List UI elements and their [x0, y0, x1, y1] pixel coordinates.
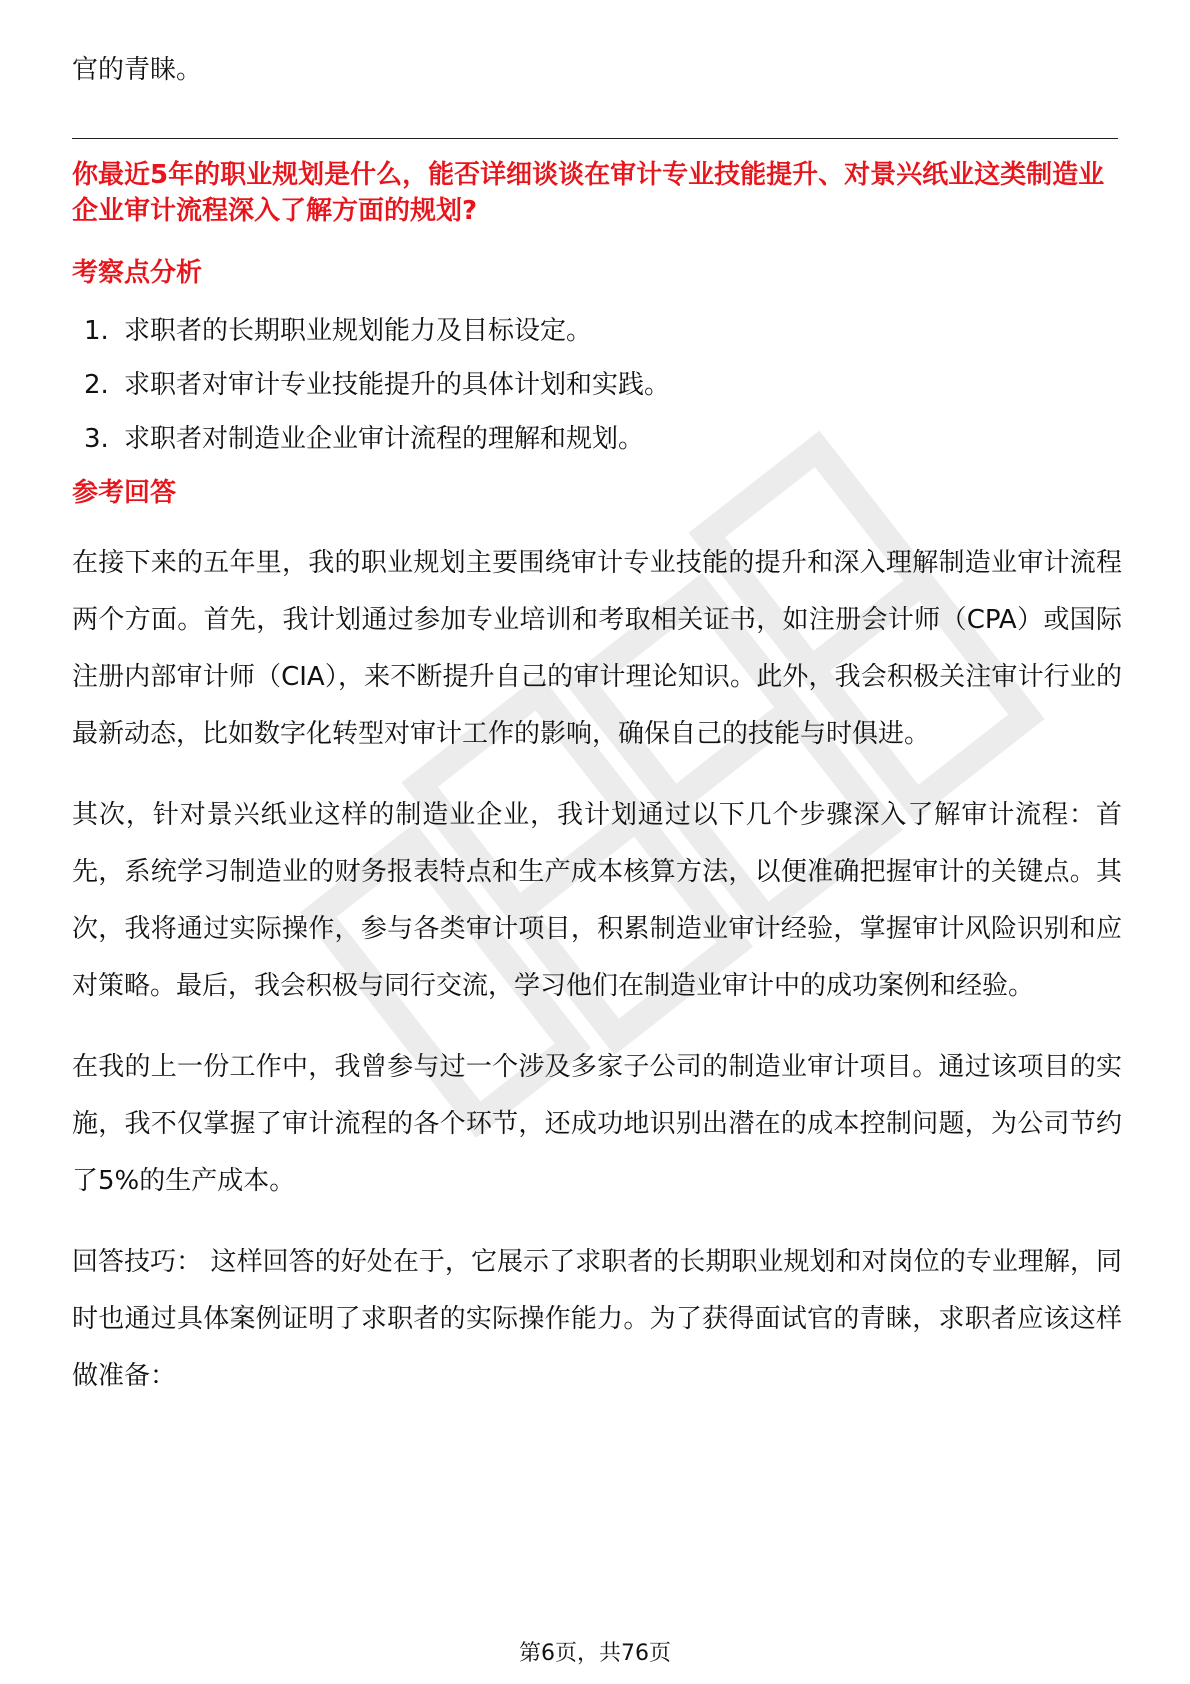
main-content	[72, 50, 1122, 1405]
list-item-number: 2.	[84, 370, 109, 400]
answer-tips-paragraph: 回答技巧： 这样回答的好处在于，它展示了求职者的长期职业规划和对岗位的专业理解，同时也通过具体案例证明了求职者的实际操作能力。为了获得面试官的青睐，求职者应该这样做准备：	[72, 1247, 1122, 1391]
carry-over-text: 官的青睐。	[72, 55, 203, 85]
list-item	[72, 367, 1122, 403]
list-item-text: 求职者对制造业企业审计流程的理解和规划。	[124, 424, 645, 454]
list-item	[72, 313, 1122, 349]
list-item-text: 求职者的长期职业规划能力及目标设定。	[124, 316, 593, 346]
list-item-number: 3.	[84, 424, 109, 454]
answer-heading: 参考回答	[72, 478, 177, 508]
page-number-footer: 第6页，共76页	[519, 1641, 671, 1666]
list-item	[72, 421, 1122, 457]
answer-paragraph: 其次，针对景兴纸业这样的制造业企业，我计划通过以下几个步骤深入了解审计流程：首先，系统学习制造业的财务报表特点和生产成本核算方法，以便准确把握审计的关键点。其次，我将通过实际操作，参与各类审计项目，积累制造业审计经验，掌握审计风险识别和应对策略。最后，我会积极与同行交流，学习他们在制造业审计中的成功案例和经验。	[72, 800, 1122, 1001]
list-item-number: 1.	[84, 316, 109, 346]
question-title: 你最近5年的职业规划是什么，能否详细谈谈在审计专业技能提升、对景兴纸业这类制造业企业审计流程深入了解方面的规划?	[72, 160, 1105, 226]
answer-paragraph: 在我的上一份工作中，我曾参与过一个涉及多家子公司的制造业审计项目。通过该项目的实施，我不仅掌握了审计流程的各个环节，还成功地识别出潜在的成本控制问题，为公司节约了5%的生产成本。	[72, 1052, 1122, 1196]
analysis-point-list	[72, 313, 1122, 457]
answer-paragraph: 在接下来的五年里，我的职业规划主要围绕审计专业技能的提升和深入理解制造业审计流程两个方面。首先，我计划通过参加专业培训和考取相关证书，如注册会计师（CPA）或国际注册内部审计师（CIA），来不断提升自己的审计理论知识。此外，我会积极关注审计行业的最新动态，比如数字化转型对审计工作的影响，确保自己的技能与时俱进。	[72, 548, 1122, 749]
section-divider	[72, 138, 1118, 139]
list-item-text: 求职者对审计专业技能提升的具体计划和实践。	[124, 370, 671, 400]
analysis-heading: 考察点分析	[72, 258, 203, 288]
